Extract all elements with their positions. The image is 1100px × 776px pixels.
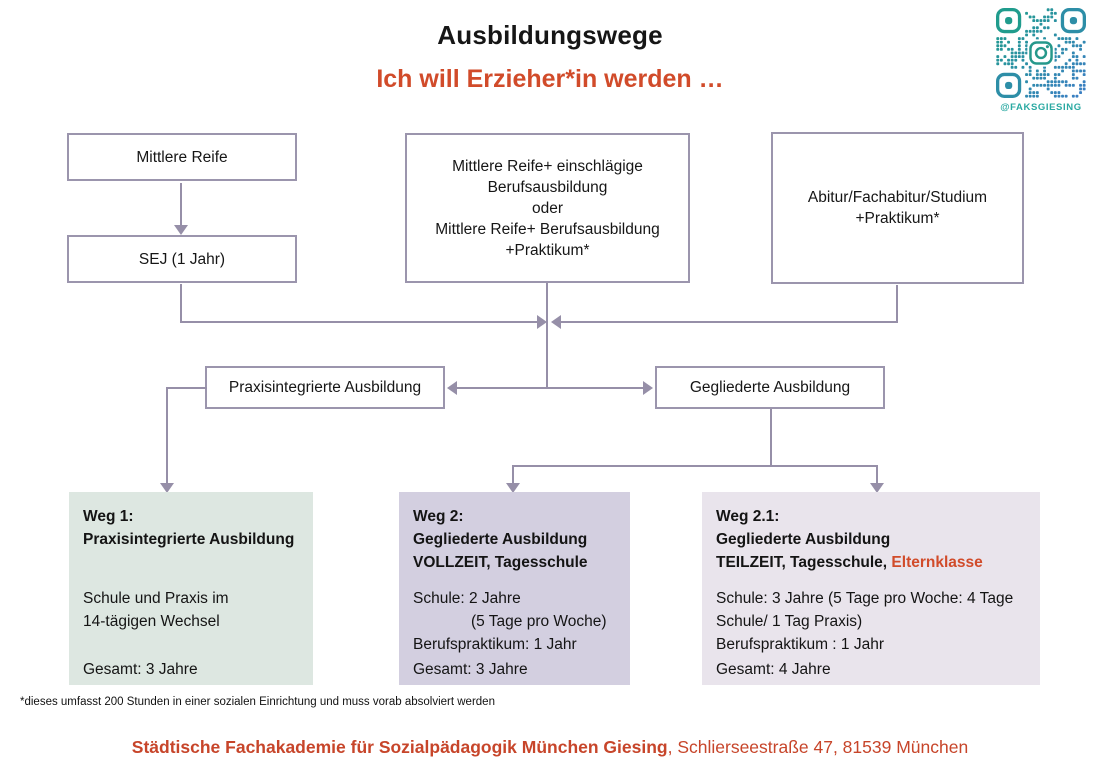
box-praxisintegrierte-ausbildung — [205, 366, 445, 409]
card-weg2-vollzeit — [399, 492, 630, 685]
connector-gegliedert-split — [512, 465, 878, 467]
weg1-title: Weg 1: Praxisintegrierte Ausbildung — [83, 508, 295, 548]
elternklasse-highlight: Elternklasse — [891, 554, 983, 571]
box-gegliederte-ausbildung — [655, 366, 885, 409]
school-address: , Schlierseestraße 47, 81539 München — [667, 737, 969, 757]
weg2-total: Gesamt: 3 Jahre — [413, 661, 528, 678]
weg21-details: Schule: 3 Jahre (5 Tage pro Woche: 4 Tage Schule/ 1 Tag Praxis) Berufspraktikum : 1 Jahr — [716, 590, 1014, 653]
page-title: Ausbildungswege — [437, 20, 663, 50]
arrow-left-icon — [551, 315, 561, 329]
page-subtitle: Ich will Erzieher*in werden … — [376, 65, 724, 93]
connector-left-to-center — [180, 321, 538, 323]
card-weg1-praxisintegriert — [69, 492, 313, 685]
arrow-left-icon — [447, 381, 457, 395]
connector-center-down — [546, 283, 548, 389]
box-sej — [67, 235, 297, 283]
connector-weg2-down — [512, 465, 514, 485]
instagram-qr-block — [995, 8, 1087, 113]
connector-weg21-down — [876, 465, 878, 485]
card-weg21-teilzeit-elternklasse — [702, 492, 1040, 685]
instagram-handle: @FAKSGIESING — [1000, 102, 1082, 113]
connector-gegliedert-down — [770, 409, 772, 467]
box-label: Gegliederte Ausbildung — [689, 379, 851, 396]
box-label: SEJ (1 Jahr) — [138, 250, 226, 268]
box-label: Praxisintegrierte Ausbildung — [228, 379, 422, 396]
arrow-right-icon — [643, 381, 653, 395]
weg2-details: Schule: 2 Jahre (5 Tage pro Woche) Berufspraktikum: 1 Jahr — [413, 590, 607, 653]
box-label: Mittlere Reife+ einschlägige Berufsausbildung oder Mittlere Reife+ Berufsausbildung +Praktikum* — [435, 157, 660, 259]
box-label: Abitur/Fachabitur/Studium +Praktikum* — [807, 189, 988, 227]
box-berufsausbildung — [405, 133, 690, 283]
weg1-total: Gesamt: 3 Jahre — [83, 661, 198, 678]
connector-right-to-center — [561, 321, 898, 323]
connector-mittlere-to-sej — [180, 183, 182, 227]
connector-sej-down — [180, 284, 182, 323]
weg21-total: Gesamt: 4 Jahre — [716, 661, 831, 678]
box-abitur — [771, 132, 1024, 284]
weg2-title: Weg 2: Gegliederte Ausbildung VOLLZEIT, Tagesschule — [413, 508, 588, 571]
arrow-down-icon — [174, 225, 188, 235]
weg21-title: Weg 2.1: Gegliederte Ausbildung TEILZEIT, Tagesschule, Elternklasse — [716, 505, 1034, 574]
box-mittlere-reife — [67, 133, 297, 181]
footnote: *dieses umfasst 200 Stunden in einer sozialen Einrichtung und muss vorab absolviert werden — [20, 696, 495, 708]
weg1-details: Schule und Praxis im 14-tägigen Wechsel — [83, 590, 229, 630]
box-label: Mittlere Reife — [136, 148, 228, 166]
weg21-title-line3: TEILZEIT, Tagesschule, Elternklasse — [716, 554, 983, 571]
connector-abitur-down — [896, 285, 898, 323]
connector-branch-split — [455, 387, 645, 389]
school-name: Städtische Fachakademie für Sozialpädagogik München Giesing — [131, 737, 668, 757]
connector-praxis-elbow-h — [166, 387, 207, 389]
instagram-qr-code-icon — [996, 8, 1086, 98]
connector-praxis-elbow-v — [166, 387, 168, 485]
footer-address — [0, 737, 1100, 758]
